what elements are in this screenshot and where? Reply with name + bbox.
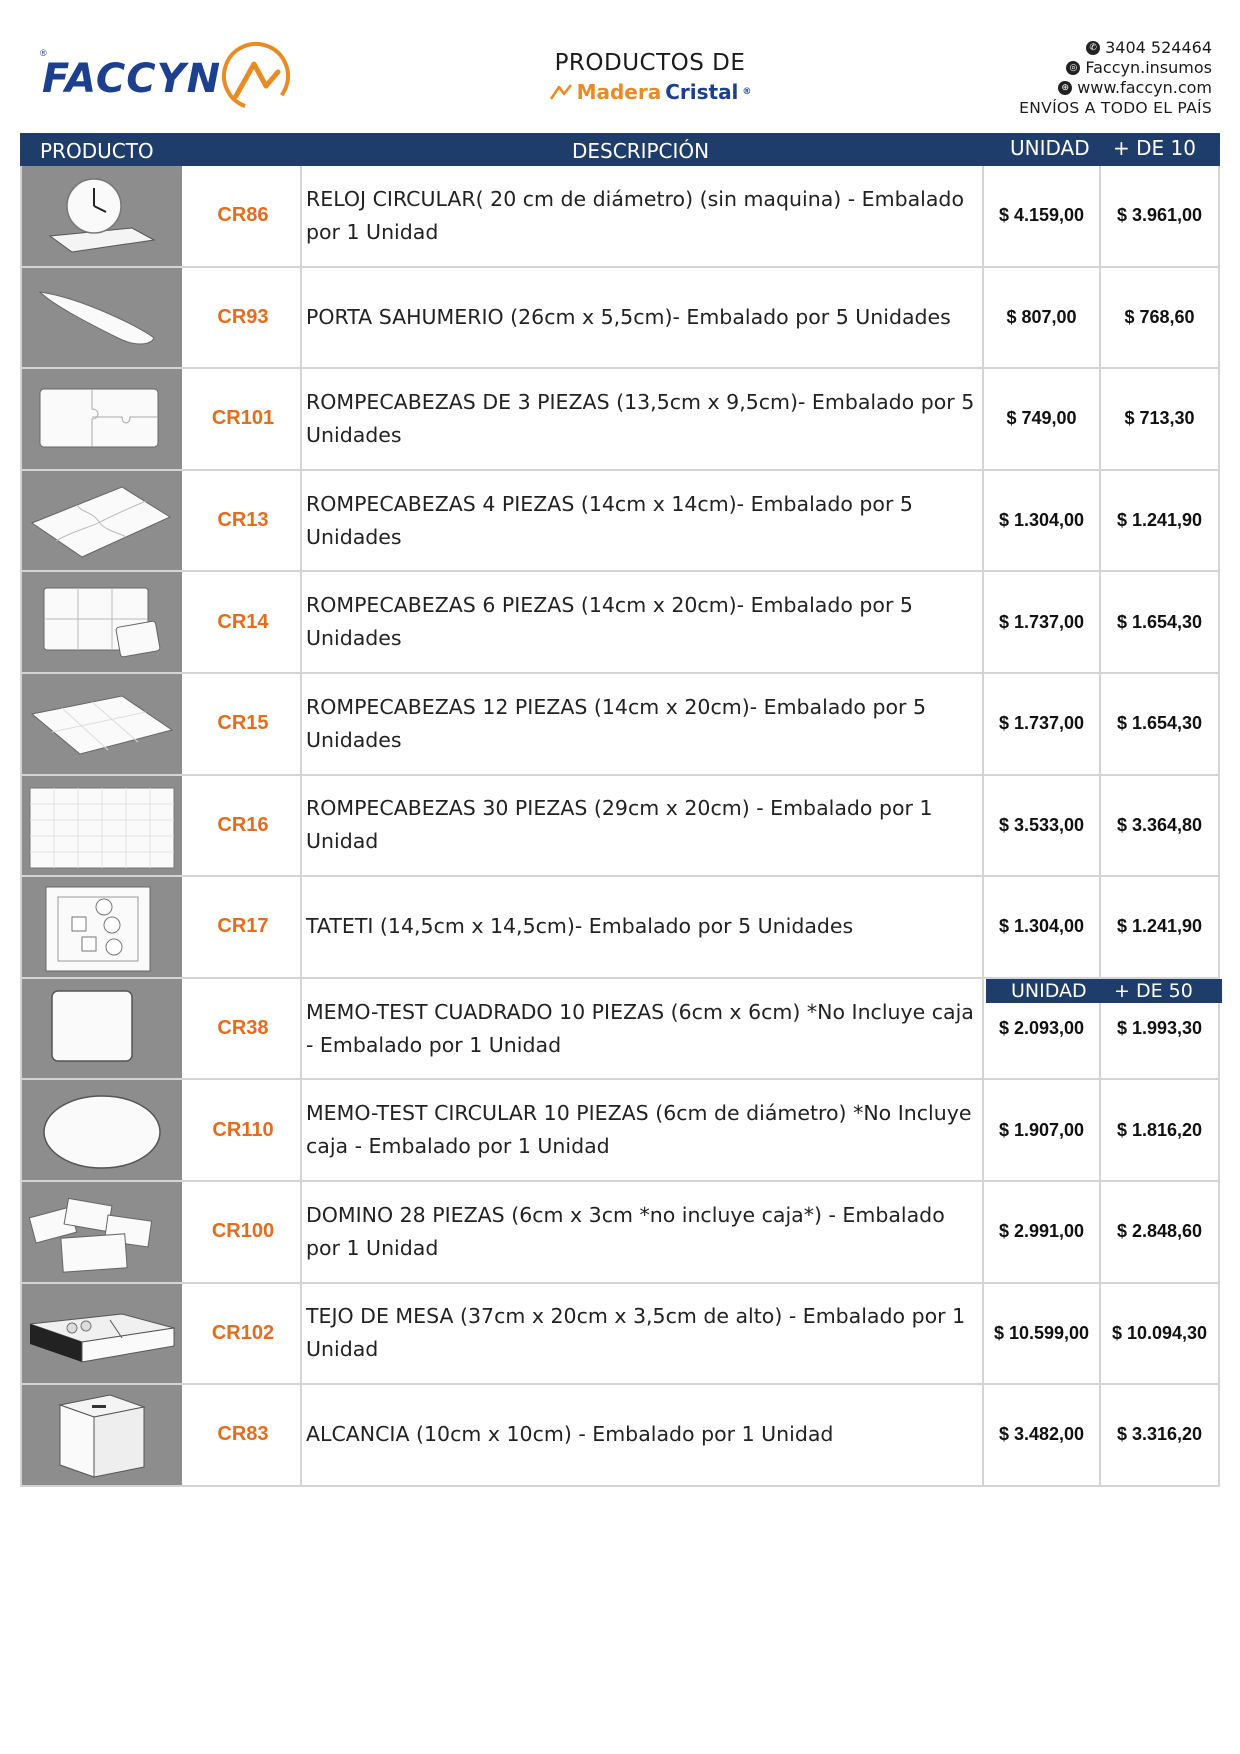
description-text: RELOJ CIRCULAR( 20 cm de diámetro) (sin maquina) - Embalado por 1 Unidad	[306, 186, 964, 244]
product-code: CR16	[186, 776, 302, 876]
contact-instagram[interactable]	[952, 58, 1212, 78]
money-box-icon	[22, 1385, 182, 1485]
price-unit: $ 10.599,00	[984, 1284, 1101, 1384]
globe-icon: ⊕	[1058, 81, 1072, 95]
price-bulk: $ 10.094,30	[1101, 1284, 1220, 1384]
puzzle-12-pieces-icon	[22, 674, 182, 774]
price-bulk: $ 3.364,80	[1101, 776, 1220, 876]
brand-madera: Madera	[576, 80, 662, 104]
instagram-handle: Faccyn.insumos	[1085, 58, 1212, 77]
price-bulk: $ 2.848,60	[1101, 1182, 1220, 1282]
domino-icon	[22, 1182, 182, 1282]
table-row	[22, 674, 1220, 776]
table-row	[22, 572, 1220, 674]
puzzle-30-pieces-icon	[22, 776, 182, 876]
description-text: DOMINO 28 PIEZAS (6cm x 3cm *no incluye caja*) - Embalado por 1 Unidad	[306, 1202, 945, 1260]
header-description: DESCRIPCIÓN	[572, 139, 710, 163]
header-product: PRODUCTO	[40, 139, 154, 163]
product-table	[20, 133, 1220, 1487]
price-bulk: $ 3.961,00	[1101, 166, 1220, 266]
product-description	[302, 1284, 984, 1384]
table-header	[20, 133, 1220, 166]
contact-info	[952, 38, 1212, 118]
price-unit: $ 1.737,00	[984, 572, 1101, 672]
header-bulk-price: + DE 10	[1113, 136, 1196, 160]
description-text: TEJO DE MESA (37cm x 20cm x 3,5cm de alto) - Embalado por 1 Unidad	[306, 1304, 966, 1362]
description-text: PORTA SAHUMERIO (26cm x 5,5cm)- Embalado por 5 Unidades	[306, 304, 951, 329]
price-bulk: $ 1.654,30	[1101, 674, 1220, 774]
memo-circle-icon	[22, 1080, 182, 1180]
product-description	[302, 979, 984, 1079]
product-thumbnail	[22, 1284, 186, 1384]
table-row	[22, 979, 1220, 1081]
table-row	[22, 1284, 1220, 1386]
product-description	[302, 369, 984, 469]
product-code: CR101	[186, 369, 302, 469]
price-bulk: $ 3.316,20	[1101, 1385, 1220, 1485]
price-unit: $ 3.533,00	[984, 776, 1101, 876]
product-description	[302, 674, 984, 774]
instagram-icon: ◎	[1066, 61, 1080, 75]
product-thumbnail	[22, 166, 186, 266]
website-url: www.faccyn.com	[1077, 78, 1212, 97]
brand-registered-mark: ®	[742, 87, 752, 97]
product-thumbnail	[22, 1385, 186, 1485]
description-text: ROMPECABEZAS DE 3 PIEZAS (13,5cm x 9,5cm)- Embalado por 5 Unidades	[306, 389, 975, 447]
description-text: MEMO-TEST CUADRADO 10 PIEZAS (6cm x 6cm) *No Incluye caja - Embalado por 1 Unidad	[306, 999, 974, 1057]
page-title: PRODUCTOS DE	[554, 50, 746, 76]
table-row	[22, 877, 1220, 979]
puzzle-4-pieces-icon	[22, 471, 182, 571]
table-row	[22, 1080, 1220, 1182]
catalog-title	[500, 50, 800, 104]
faccyn-logo	[40, 38, 290, 120]
product-description	[302, 572, 984, 672]
product-code: CR100	[186, 1182, 302, 1282]
table-row	[22, 1385, 1220, 1487]
brand-mountain-icon	[549, 83, 573, 101]
price-unit: $ 2.093,00	[984, 979, 1101, 1079]
puzzle-6-pieces-icon	[22, 572, 182, 672]
product-code: CR110	[186, 1080, 302, 1180]
brand-name	[500, 80, 800, 104]
incense-holder-icon	[22, 268, 182, 368]
header-unit-price: UNIDAD	[1010, 136, 1090, 160]
product-description	[302, 776, 984, 876]
table-row	[22, 268, 1220, 370]
price-bulk: $ 1.993,30	[1101, 979, 1220, 1079]
product-thumbnail	[22, 369, 186, 469]
product-thumbnail	[22, 674, 186, 774]
product-thumbnail	[22, 1080, 186, 1180]
price-unit: $ 2.991,00	[984, 1182, 1101, 1282]
product-code: CR93	[186, 268, 302, 368]
brand-cristal: Cristal	[665, 80, 739, 104]
product-thumbnail	[22, 471, 186, 571]
table-row	[22, 776, 1220, 878]
clock-icon	[22, 166, 182, 266]
memo-square-icon	[22, 979, 182, 1079]
product-code: CR14	[186, 572, 302, 672]
description-text: ROMPECABEZAS 4 PIEZAS (14cm x 14cm)- Embalado por 5 Unidades	[306, 491, 913, 549]
product-thumbnail	[22, 877, 186, 977]
price-bulk: $ 1.654,30	[1101, 572, 1220, 672]
product-thumbnail	[22, 979, 186, 1079]
description-text: MEMO-TEST CIRCULAR 10 PIEZAS (6cm de diámetro) *No Incluye caja - Embalado por 1 Unidad	[306, 1101, 972, 1159]
price-bulk: $ 1.816,20	[1101, 1080, 1220, 1180]
table-row	[22, 166, 1220, 268]
tic-tac-toe-icon	[22, 877, 182, 977]
product-code: CR86	[186, 166, 302, 266]
product-description	[302, 1080, 984, 1180]
product-description	[302, 1385, 984, 1485]
price-unit: $ 1.304,00	[984, 877, 1101, 977]
product-description	[302, 877, 984, 977]
price-unit: $ 807,00	[984, 268, 1101, 368]
logo-text: FACCYN	[42, 56, 222, 102]
table-row	[22, 471, 1220, 573]
product-code: CR83	[186, 1385, 302, 1485]
product-thumbnail	[22, 572, 186, 672]
product-code: CR15	[186, 674, 302, 774]
description-text: TATETI (14,5cm x 14,5cm)- Embalado por 5 Unidades	[306, 914, 854, 939]
shipping-note: ENVÍOS A TODO EL PAÍS	[1019, 99, 1212, 117]
product-description	[302, 471, 984, 571]
price-unit: $ 1.304,00	[984, 471, 1101, 571]
price-unit: $ 1.737,00	[984, 674, 1101, 774]
price-unit: $ 749,00	[984, 369, 1101, 469]
contact-website[interactable]	[952, 78, 1212, 98]
subheader-bulk-price: + DE 50	[1114, 979, 1193, 1002]
product-thumbnail	[22, 1182, 186, 1282]
description-text: ROMPECABEZAS 12 PIEZAS (14cm x 20cm)- Embalado por 5 Unidades	[306, 694, 926, 752]
logo-registered-mark: ®	[40, 48, 47, 58]
price-unit: $ 4.159,00	[984, 166, 1101, 266]
product-thumbnail	[22, 268, 186, 368]
description-text: ROMPECABEZAS 30 PIEZAS (29cm x 20cm) - Embalado por 1 Unidad	[306, 796, 933, 854]
table-tejo-icon	[22, 1284, 182, 1384]
whatsapp-icon: ✆	[1086, 41, 1100, 55]
product-description	[302, 1182, 984, 1282]
price-bulk: $ 1.241,90	[1101, 471, 1220, 571]
subheader-unit-price: UNIDAD	[1011, 979, 1087, 1002]
sub-header	[986, 979, 1222, 1003]
table-row	[22, 369, 1220, 471]
phone-number: 3404 524464	[1105, 38, 1212, 57]
product-code: CR17	[186, 877, 302, 977]
puzzle-3-pieces-icon	[22, 369, 182, 469]
price-bulk: $ 1.241,90	[1101, 877, 1220, 977]
product-thumbnail	[22, 776, 186, 876]
product-code: CR13	[186, 471, 302, 571]
product-code: CR38	[186, 979, 302, 1079]
description-text: ALCANCIA (10cm x 10cm) - Embalado por 1 Unidad	[306, 1422, 834, 1447]
product-description	[302, 268, 984, 368]
price-bulk: $ 768,60	[1101, 268, 1220, 368]
price-unit: $ 3.482,00	[984, 1385, 1101, 1485]
product-description	[302, 166, 984, 266]
product-code: CR102	[186, 1284, 302, 1384]
price-bulk: $ 713,30	[1101, 369, 1220, 469]
contact-phone[interactable]	[952, 38, 1212, 58]
table-row	[22, 1182, 1220, 1284]
price-unit: $ 1.907,00	[984, 1080, 1101, 1180]
table-body	[20, 166, 1220, 1487]
description-text: ROMPECABEZAS 6 PIEZAS (14cm x 20cm)- Embalado por 5 Unidades	[306, 593, 913, 651]
